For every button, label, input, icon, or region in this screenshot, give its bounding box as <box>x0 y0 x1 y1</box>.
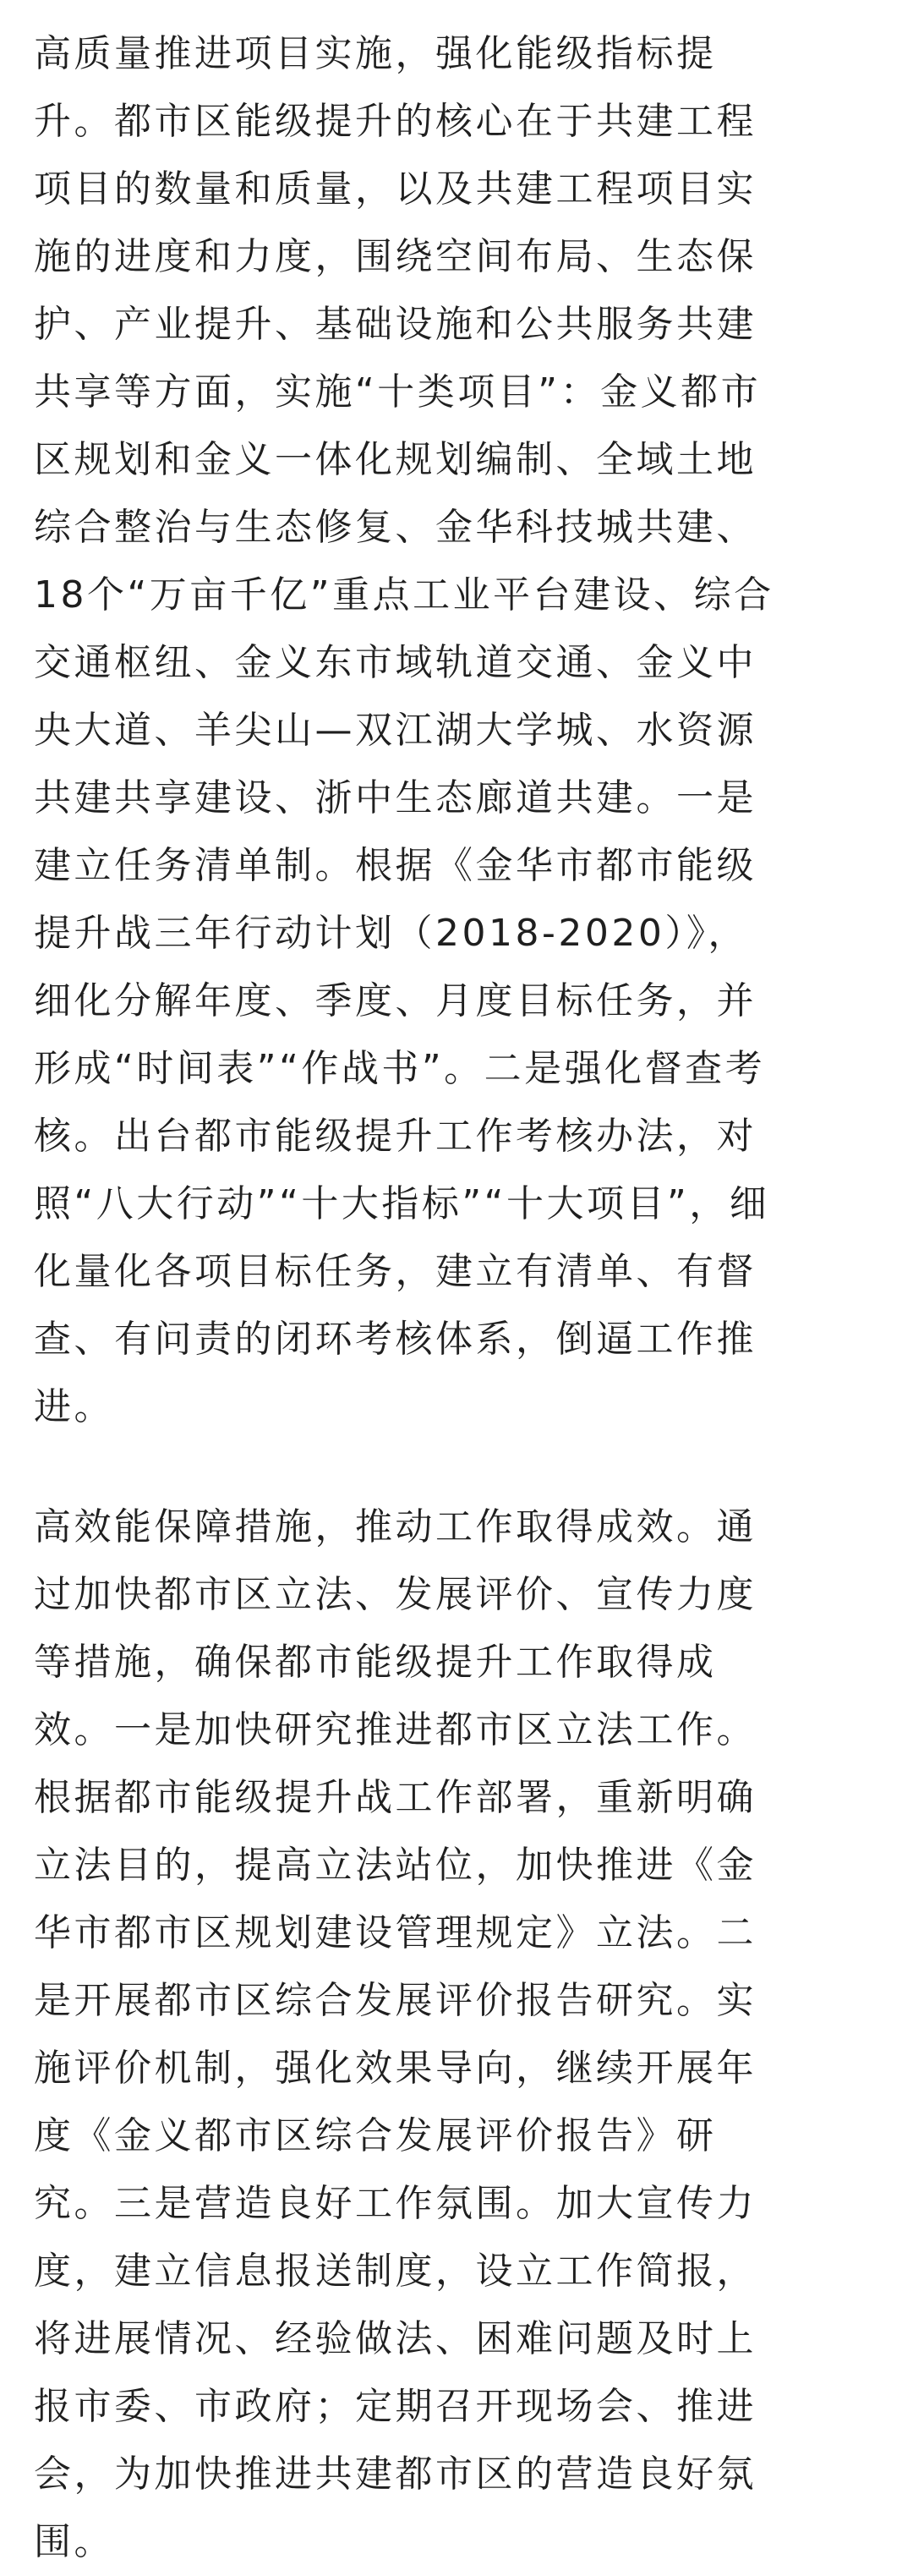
text-line: 查、有问责的闭环考核体系，倒逼工作推 <box>34 1318 757 1361</box>
text-line: 度，建立信息报送制度，设立工作简报， <box>34 2250 757 2293</box>
text-line: 18个“万亩千亿”重点工业平台建设、综合 <box>34 573 774 617</box>
text-line: 建立任务清单制。根据《金华市都市能级 <box>34 844 757 887</box>
text-line: 综合整治与生态修复、金华科技城共建、 <box>34 506 757 549</box>
text-line: 究。三是营造良好工作氛围。加大宣传力 <box>34 2182 757 2225</box>
text-line: 核。出台都市能级提升工作考核办法，对 <box>34 1115 757 1158</box>
text-line: 共建共享建设、浙中生态廊道共建。一是 <box>34 776 757 819</box>
text-line: 共享等方面，实施“十类项目”：金义都市 <box>34 370 762 414</box>
text-line: 等措施，确保都市能级提升工作取得成 <box>34 1641 717 1684</box>
text-line: 进。 <box>34 1385 114 1428</box>
text-line: 立法目的，提高立法站位，加快推进《金 <box>34 1844 757 1887</box>
text-line: 护、产业提升、基础设施和公共服务共建 <box>34 303 757 346</box>
text-line: 高效能保障措施，推动工作取得成效。通 <box>34 1505 757 1548</box>
text-line: 区规划和金义一体化规划编制、全域土地 <box>34 438 757 481</box>
text-line: 照“八大行动”“十大指标”“十大项目”，细 <box>34 1182 770 1225</box>
text-line: 根据都市能级提升战工作部署，重新明确 <box>34 1776 757 1819</box>
text-line: 细化分解年度、季度、月度目标任务，并 <box>34 979 757 1022</box>
text-line: 形成“时间表”“作战书”。二是强化督查考 <box>34 1047 766 1090</box>
text-line: 施的进度和力度，围绕空间布局、生态保 <box>34 235 757 278</box>
text-line: 是开展都市区综合发展评价报告研究。实 <box>34 1979 757 2022</box>
text-line: 升。都市区能级提升的核心在于共建工程 <box>34 100 757 143</box>
text-line: 提升战三年行动计划（2018-2020）》， <box>34 912 748 955</box>
text-line: 度《金义都市区综合发展评价报告》研 <box>34 2114 717 2157</box>
text-line: 将进展情况、经验做法、困难问题及时上 <box>34 2317 757 2360</box>
article-paragraph <box>34 1494 883 2576</box>
text-line: 围。 <box>34 2520 114 2563</box>
text-line: 华市都市区规划建设管理规定》立法。二 <box>34 1911 757 1954</box>
text-line: 过加快都市区立法、发展评价、宣传力度 <box>34 1573 757 1616</box>
article-paragraph <box>34 20 883 1441</box>
text-line: 会，为加快推进共建都市区的营造良好氛 <box>34 2453 757 2496</box>
text-line: 效。一是加快研究推进都市区立法工作。 <box>34 1708 757 1751</box>
text-line: 施评价机制，强化效果导向，继续开展年 <box>34 2047 757 2090</box>
text-line: 报市委、市政府；定期召开现场会、推进 <box>34 2385 757 2428</box>
text-line: 化量化各项目标任务，建立有清单、有督 <box>34 1250 757 1293</box>
text-line: 央大道、羊尖山—双江湖大学城、水资源 <box>34 709 757 752</box>
text-line: 交通枢纽、金义东市域轨道交通、金义中 <box>34 641 757 684</box>
text-line: 高质量推进项目实施，强化能级指标提 <box>34 32 717 75</box>
text-line: 项目的数量和质量，以及共建工程项目实 <box>34 167 757 211</box>
